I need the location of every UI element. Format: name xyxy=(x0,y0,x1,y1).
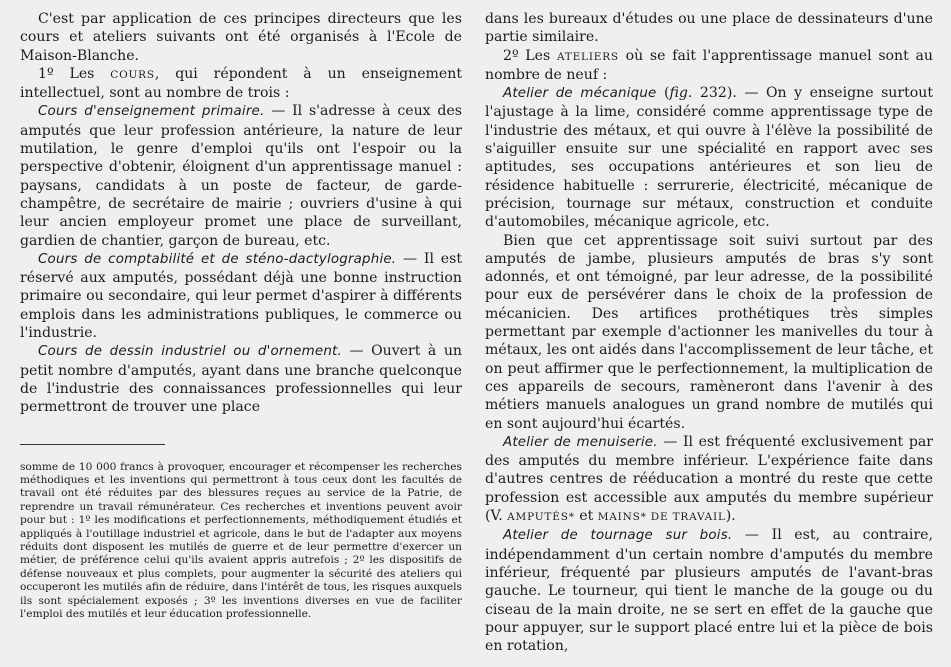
dessin-text: — Ouvert à un petit nombre d'amputés, ayant dans une branche quelconque de l'industrie des connaissances professionnelles qui leur permettront de trouver une place xyxy=(20,343,463,416)
mecanique-heading: Atelier de mécanique xyxy=(503,86,657,102)
figure-ref-label: fig. xyxy=(669,85,693,102)
right-column xyxy=(485,10,933,655)
enseignement-primaire-text: — Il s'adresse à ceux des amputés que leur profession antérieure, la nature de leur mutilation, le genre d'emploi qu'ils ont l'espoir ou la perspective d'obtenir, éloignent d'un apprentissage manuel : paysans, candidats à un poste de facteur, de garde-champêtre, de secrétaire de mairie ; ouvriers d'usine à qui leur ancien employeur promet une place de surveillant, gardien de chantier, garçon de bureau, etc. xyxy=(20,103,462,249)
dessin-heading: Cours de dessin industriel ou d'ornement. xyxy=(38,344,342,360)
ateliers-prefix: 2º Les xyxy=(503,47,557,64)
menuiserie-heading: Atelier de menuiserie. xyxy=(503,434,658,450)
paragraph-mecanique xyxy=(485,84,933,231)
crossref-close: ). xyxy=(725,508,736,525)
continuation-text: dans les bureaux d'études ou une place de dessinateurs d'une partie similaire. xyxy=(485,11,933,46)
footnote-divider xyxy=(20,444,165,445)
cours-prefix: 1º Les xyxy=(38,65,111,82)
enseignement-primaire-heading: Cours d'enseignement primaire. xyxy=(38,104,265,120)
footnote xyxy=(20,461,462,622)
cours-suffix: , qui répondent à un enseignement intellectuel, sont au nombre de trois : xyxy=(20,65,462,102)
paragraph-tournage xyxy=(485,526,933,655)
menuiserie-text: — Il est fréquenté exclusivement par des amputés du membre inférieur. L'expérience faite dans d'autres centres de rééducation a montré du reste que cette profession est accessible aux amputés du membre supérieur (V. xyxy=(485,433,933,525)
tournage-heading: Atelier de tournage sur bois. xyxy=(503,528,733,544)
crossref-conjunction: et xyxy=(574,508,598,525)
tournage-text: — Il est, au contraire, indépendamment d'un certain nombre d'amputés du membre inférieur, fréquenté par plusieurs amputés de l'avant-bras gauche. Le tourneur, qui tient le manche de la gouge ou du ciseau de la main droite, ne se sert en effet de la gauche que pour appuyer, sur le support placé entre lui et la pièce de bois en rotation, xyxy=(485,527,933,655)
footnote-text: somme de 10 000 francs à provoquer, encourager et récompenser les recherches méthodiques et les inventions qui permettront à tous ceux dont les facultés de travail ont été réduites par des blessures reçues au service de la Patrie, de reprendre un travail rémunérateur. Ces recherches et inventions peuvent avoir pour but : 1º les modifications et perfectionnements, méthodiquement étudiés et appliqués à l'outillage industriel et agricole, dans le but de l'adapter aux moyens réduits dont disposent les mutilés de guerre et de leur permettre d'exercer un métier, de préférence celui qu'ils avaient appris autrefois ; 2º les dispositifs de défense nouveaux et plus complets, pour augmenter la sécurité des ateliers qui occuperont les mutilés afin de réduire, dans l'intérêt de tous, les risques auxquels ils sont spécialement exposés ; 3º les inventions diverses en vue de faciliter l'emploi des mutilés et leur éducation professionnelle. xyxy=(20,460,462,620)
right-body xyxy=(485,10,933,655)
amputes-crossref: AMPUTÉS* xyxy=(507,511,575,524)
comptabilite-heading: Cours de comptabilité et de sténo-dactylographie. xyxy=(38,251,397,267)
left-column xyxy=(20,10,462,621)
ateliers-smallcaps: ATELIERS xyxy=(556,50,619,63)
mecanique-text: — On y enseigne surtout l'ajustage à la lime, considéré comme apprentissage type de l'industrie des métaux, et qui ouvre à l'élève la possibilité de s'aiguiller ensuite sur une spécialité en rapport avec ses aptitudes, ses occupations antérieures et son lieu de résidence habituelle : serrurerie, électricité, mécanique de précision, tournage sur métaux, construction et conduite d'automobiles, mécanique agricole, etc. xyxy=(485,85,933,231)
intro-text: C'est par application de ces principes directeurs que les cours et ateliers suivants ont été organisés à l'Ecole de Maison-Blanche. xyxy=(20,11,462,64)
paragraph-ateliers-heading xyxy=(485,47,933,85)
paragraph-apprentissage xyxy=(485,232,933,433)
comptabilite-text: — Il est réservé aux amputés, possédant déjà une bonne instruction primaire ou secondaire, qui leur permet d'aspirer à différents emplois dans les administrations publiques, le commerce ou l'industrie. xyxy=(20,250,462,342)
paragraph-intro xyxy=(20,10,462,65)
mains-de-travail-crossref: MAINS* DE TRAVAIL xyxy=(597,511,726,524)
paragraph-dessin xyxy=(20,342,462,416)
paragraph-continuation xyxy=(485,10,933,47)
paragraph-enseignement-primaire xyxy=(20,102,462,249)
paragraph-comptabilite xyxy=(20,250,462,342)
paragraph-cours-heading xyxy=(20,65,462,103)
cours-smallcaps: COURS xyxy=(110,68,155,81)
paragraph-menuiserie xyxy=(485,433,933,526)
figure-ref-number: 232). xyxy=(692,85,737,102)
ateliers-suffix: où se fait l'apprentissage manuel sont au nombre de neuf : xyxy=(485,47,933,83)
figure-ref-open: ( xyxy=(656,85,670,102)
left-body xyxy=(20,10,462,417)
apprentissage-text: Bien que cet apprentissage soit suivi surtout par des amputés de jambe, plusieurs amputés de bras s'y sont adonnés, et ont témoigné, par leur adresse, de la possibilité pour eux de persévérer dans le choix de la profession de mécanicien. Des artifices prothétiques très simples permettant par exemple d'actionner les manivelles du tour à métaux, les ont aidés dans l'accomplissement de leur tâche, et on peut affirmer que le perfectionnement, la multiplication de ces appareils de secours, ramèneront dans l'avenir à des métiers manuels analogues un grand nombre de mutilés qui en sont aujourd'hui écartés. xyxy=(485,232,933,432)
